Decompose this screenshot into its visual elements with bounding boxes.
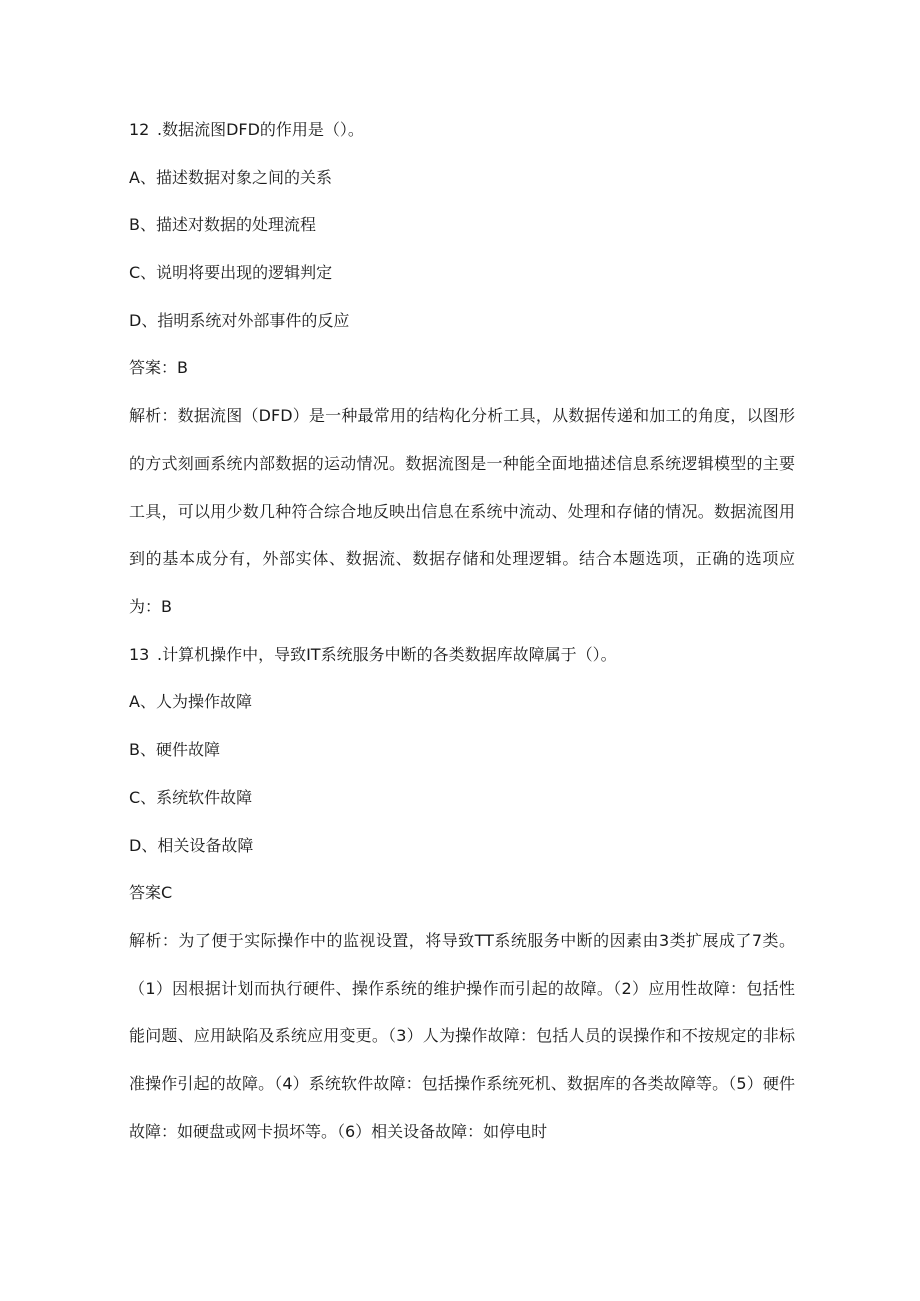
option-d: D、相关设备故障 <box>129 835 254 855</box>
answer-line: 答案C <box>129 883 173 903</box>
question-text: .数据流图DFD的作用是（）。 <box>157 120 364 139</box>
option-c: C、说明将要出现的逻辑判定 <box>129 263 333 283</box>
option-b: B、硬件故障 <box>129 740 220 760</box>
option-d: D、指明系统对外部事件的反应 <box>129 310 350 330</box>
question-number: 12 <box>129 120 150 139</box>
answer-line: 答案：B <box>129 358 188 378</box>
question-stem <box>129 643 795 667</box>
option-a: A、描述数据对象之间的关系 <box>129 167 332 187</box>
option-b: B、描述对数据的处理流程 <box>129 215 316 235</box>
question-13 <box>129 643 795 1156</box>
analysis-paragraph: 解析：数据流图（DFD）是一种最常用的结构化分析工具，从数据传递和加工的角度，以图形的方式刻画系统内部数据的运动情况。数据流图是一种能全面地描述信息系统逻辑模型的主要工具，可以用少数几种符合综合地反映出信息在系统中流动、处理和存储的情况。数据流图用到的基本成分有，外部实体、数据流、数据存储和处理逻辑。结合本题选项，正确的选项应为：B <box>129 406 795 617</box>
option-c: C、系统软件故障 <box>129 787 253 807</box>
option-a: A、人为操作故障 <box>129 692 252 712</box>
analysis-paragraph: 解析：为了便于实际操作中的监视设置，将导致TT系统服务中断的因素由3类扩展成了7类。（1）因根据计划而执行硬件、操作系统的维护操作而引起的故障。（2）应用性故障：包括性能问题、应用缺陷及系统应用变更。（3）人为操作故障：包括人员的误操作和不按规定的非标准操作引起的故障。（4）系统软件故障：包括操作系统死机、数据库的各类故障等。（5）硬件故障：如硬盘或网卡损坏等。（6）相关设备故障：如停电时 <box>129 931 795 1141</box>
question-stem <box>129 118 795 142</box>
page-content <box>129 118 795 1168</box>
question-12 <box>129 118 795 631</box>
question-text: .计算机操作中，导致IT系统服务中断的各类数据库故障属于（）。 <box>157 644 617 664</box>
question-number: 13 <box>129 644 150 664</box>
